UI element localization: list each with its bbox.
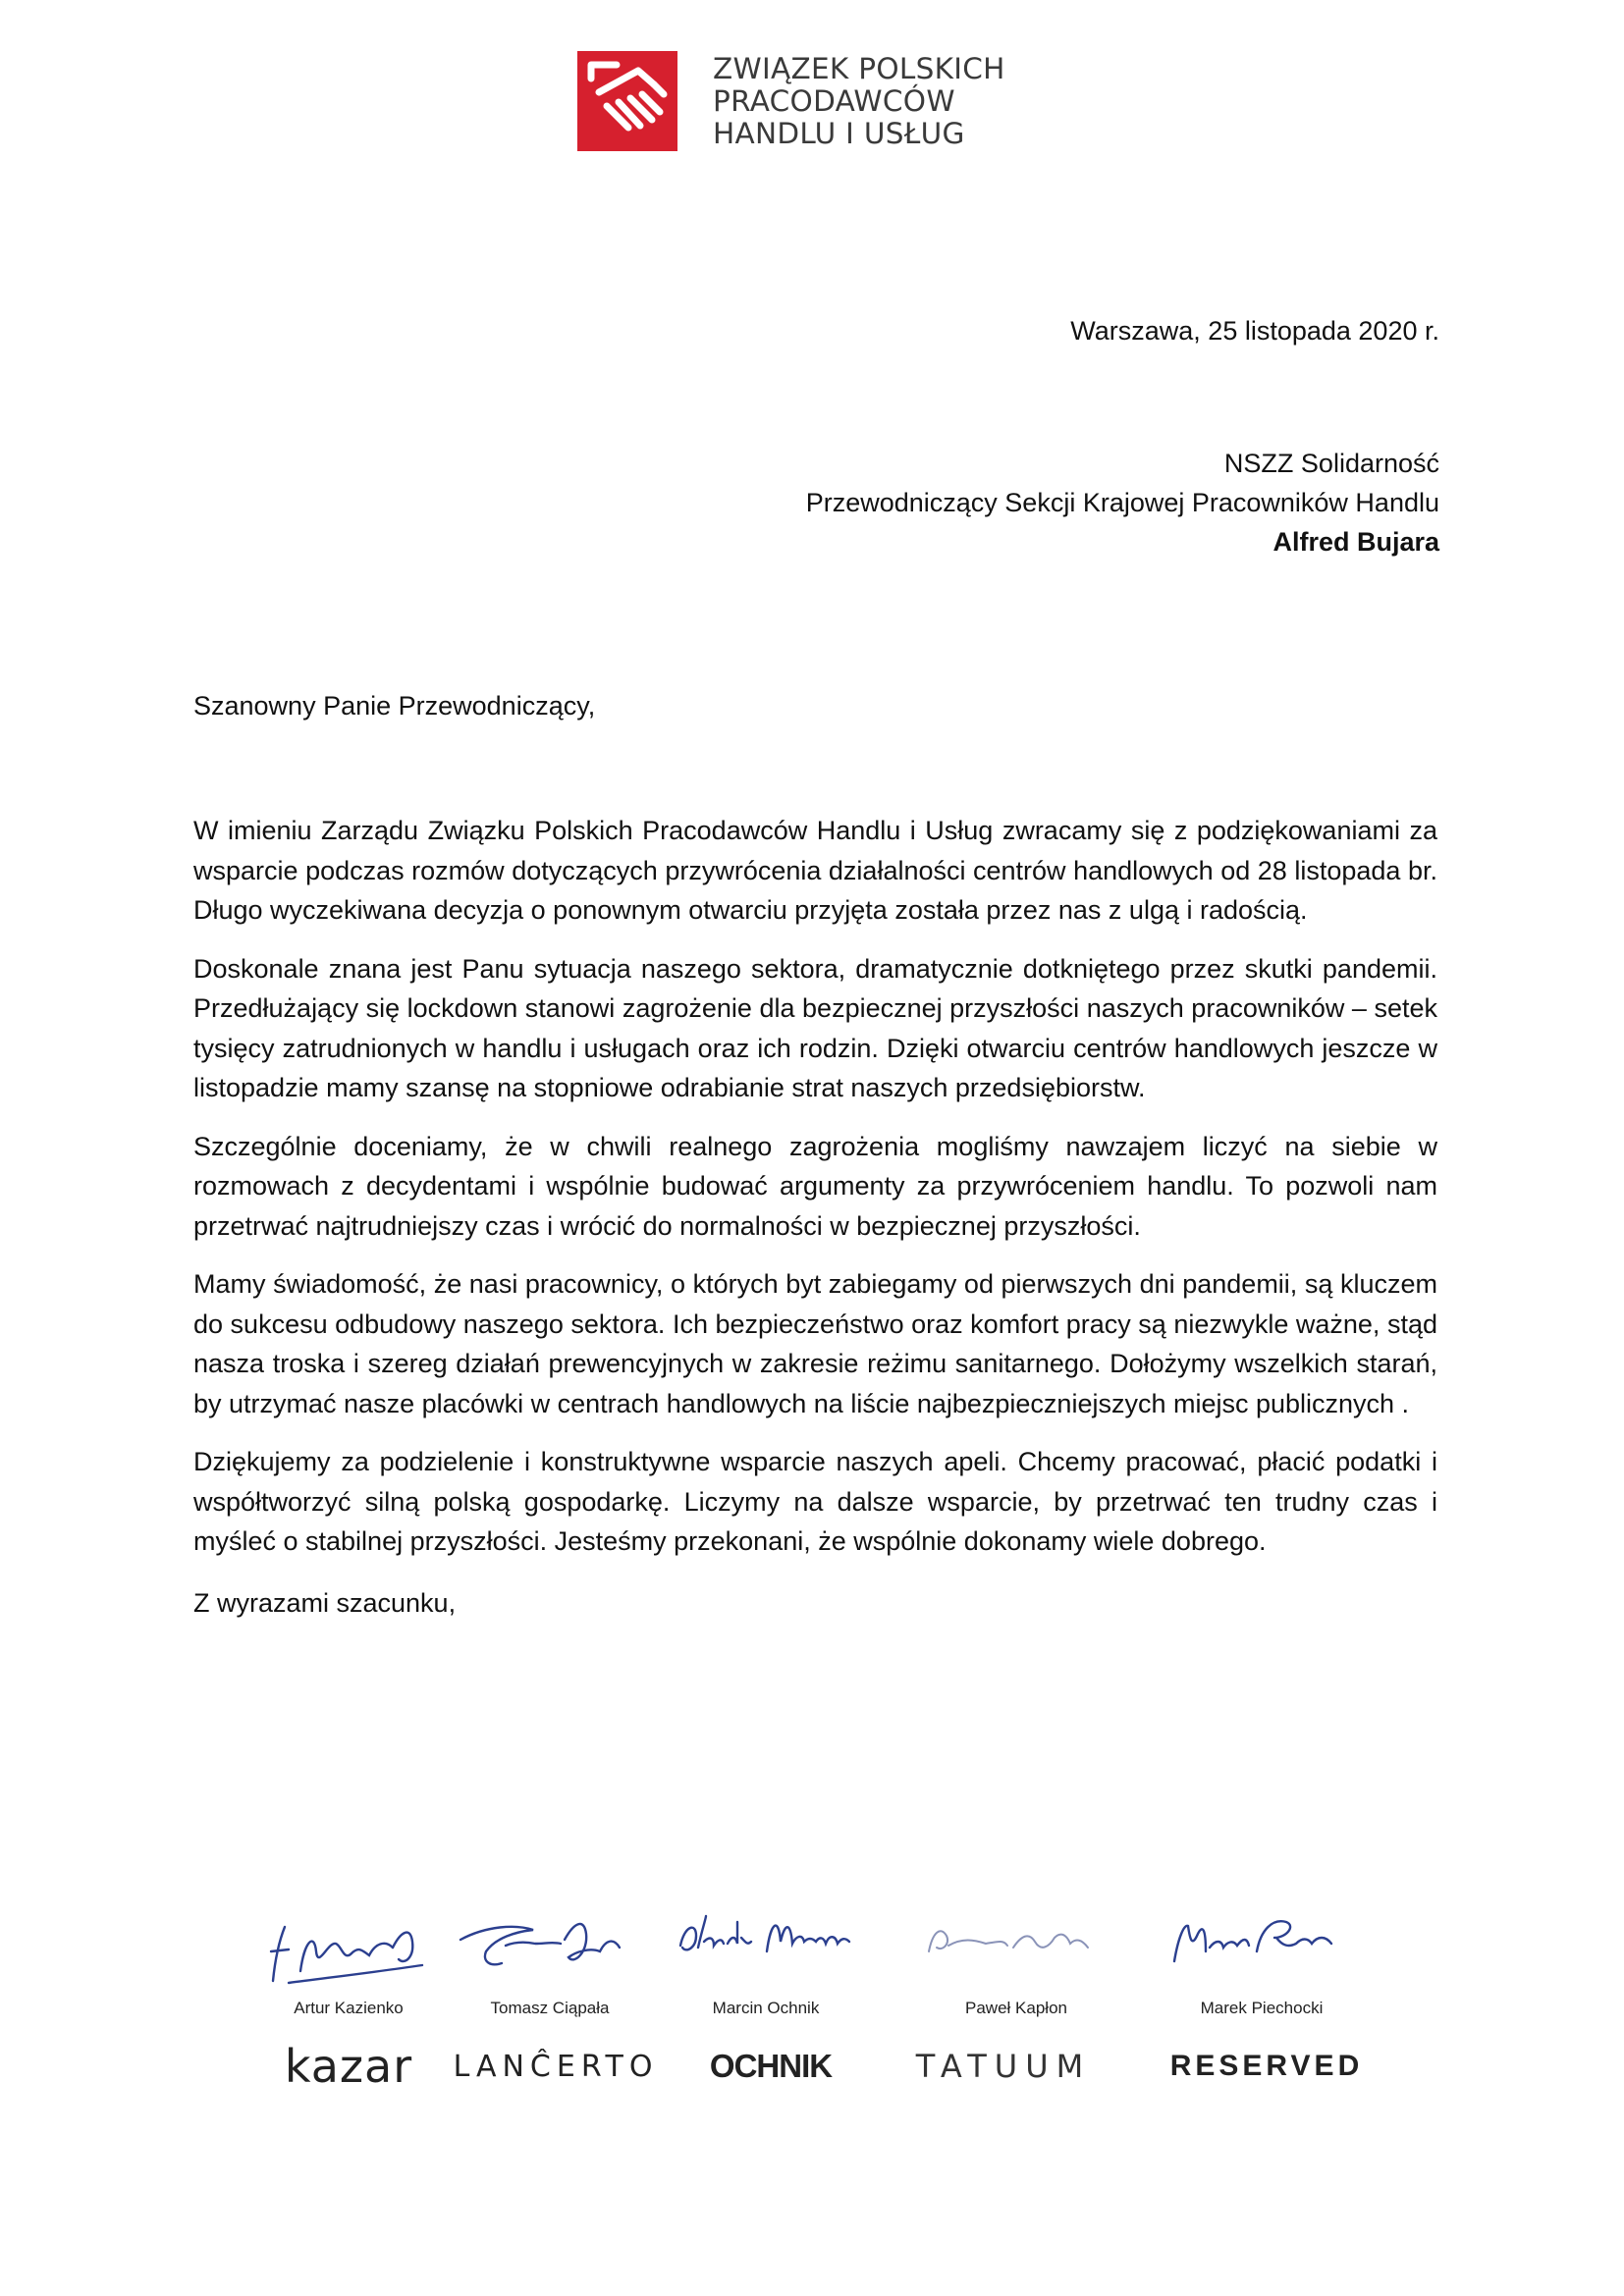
recipient-position: Przewodniczący Sekcji Krajowej Pracowników Handlu	[805, 488, 1439, 517]
recipient-name: Alfred Bujara	[1272, 527, 1439, 557]
signature-pawel-kaplon	[913, 1883, 1119, 2030]
handwritten-signature-2	[447, 1883, 653, 2001]
signature-marek-piechocki	[1159, 1883, 1365, 2030]
signatory-name-5: Marek Piechocki	[1200, 1999, 1324, 2017]
organization-name	[713, 53, 1005, 150]
org-name-line-3: HANDLU I USŁUG	[713, 117, 965, 150]
signatures-row	[245, 1883, 1375, 2030]
handwritten-signature-5	[1159, 1883, 1365, 2001]
recipient-block	[806, 444, 1439, 561]
paragraph-5: Dziękujemy za podzielenie i konstruktywne wsparcie naszych apeli. Chcemy pracować, płacić podatki i współtworzyć silną polską gospodarkę. Liczymy na dalsze wsparcie, by przetrwać ten trudny czas i myśleć o stabilnej przyszłości. Jesteśmy przekonani, że wspólnie dokonamy wiele dobrego.	[193, 1447, 1437, 1556]
paragraph-1: W imieniu Zarządu Związku Polskich Pracodawców Handlu i Usług zwracamy się z podziękowaniami za wsparcie podczas rozmów dotyczących przywrócenia działalności centrów handlowych od 28 listopada br. Długo wyczekiwana decyzja o ponownym otwarciu przyjęta została przez nas z ulgą i radością.	[193, 816, 1437, 925]
letter-body	[193, 811, 1437, 1641]
recipient-organization: NSZZ Solidarność	[1223, 449, 1439, 478]
brand-logos-row	[245, 2037, 1375, 2096]
signatory-name-2: Tomasz Ciąpała	[490, 1999, 610, 2017]
handwritten-signature-1	[245, 1883, 452, 2001]
org-name-line-2: PRACODAWCÓW	[713, 84, 955, 118]
letterhead-logo	[577, 51, 1029, 153]
kazar-logo: kazar	[284, 2040, 413, 2093]
handwritten-signature-4	[913, 1883, 1119, 2001]
letter-date: Warszawa, 25 listopada 2020 r.	[1070, 316, 1439, 346]
ochnik-logo: OCHNIK	[709, 2048, 833, 2084]
paragraph-4: Mamy świadomość, że nasi pracownicy, o których byt zabiegamy od pierwszych dni pandemii, są kluczem do sukcesu odbudowy naszego sektora. Ich bezpieczeństwo oraz komfort pracy są niezwykle ważne, stąd nasza troska i szereg działań prewencyjnych w zakresie reżimu sanitarnego. Dołożymy wszelkich starań, by utrzymać nasze placówki w centrach handlowych na liście najbezpieczniejszych miejsc publicznych .	[193, 1269, 1437, 1418]
handshake-logo-icon	[577, 51, 677, 151]
signatory-name-1: Artur Kazienko	[294, 1999, 404, 2017]
org-name-line-1: ZWIĄZEK POLSKICH	[713, 52, 1005, 85]
paragraph-3: Szczególnie doceniamy, że w chwili realnego zagrożenia mogliśmy nawzajem liczyć na siebie w rozmowach z decydentami i wspólnie budować argumenty za przywróceniem handlu. To pozwoli nam przetrwać najtrudniejszy czas i wrócić do normalności w bezpiecznej przyszłości.	[193, 1131, 1437, 1241]
closing-line: Z wyrazami szacunku,	[193, 1587, 457, 1618]
signatory-name-4: Paweł Kapłon	[965, 1999, 1067, 2017]
salutation: Szanowny Panie Przewodniczący,	[193, 691, 596, 721]
lancerto-logo: LANĈERTO	[453, 2049, 659, 2084]
signature-tomasz-ciapala	[447, 1883, 653, 2030]
signature-artur-kazienko	[245, 1883, 452, 2030]
reserved-logo: RESERVED	[1169, 2050, 1364, 2082]
tatuum-logo: TATUUM	[915, 2048, 1092, 2085]
signatory-name-3: Marcin Ochnik	[712, 1999, 820, 2017]
paragraph-2: Doskonale znana jest Panu sytuacja naszego sektora, dramatycznie dotkniętego przez skutki pandemii. Przedłużający się lockdown stanowi zagrożenie dla bezpiecznej przyszłości naszych pracowników – setek tysięcy zatrudnionych w handlu i usługach oraz ich rodzin. Dzięki otwarciu centrów handlowych jeszcze w listopadzie mamy szansę na stopniowe odrabianie strat naszych przedsiębiorstw.	[193, 953, 1437, 1102]
handwritten-signature-3	[663, 1883, 869, 2001]
signature-marcin-ochnik	[663, 1883, 869, 2030]
